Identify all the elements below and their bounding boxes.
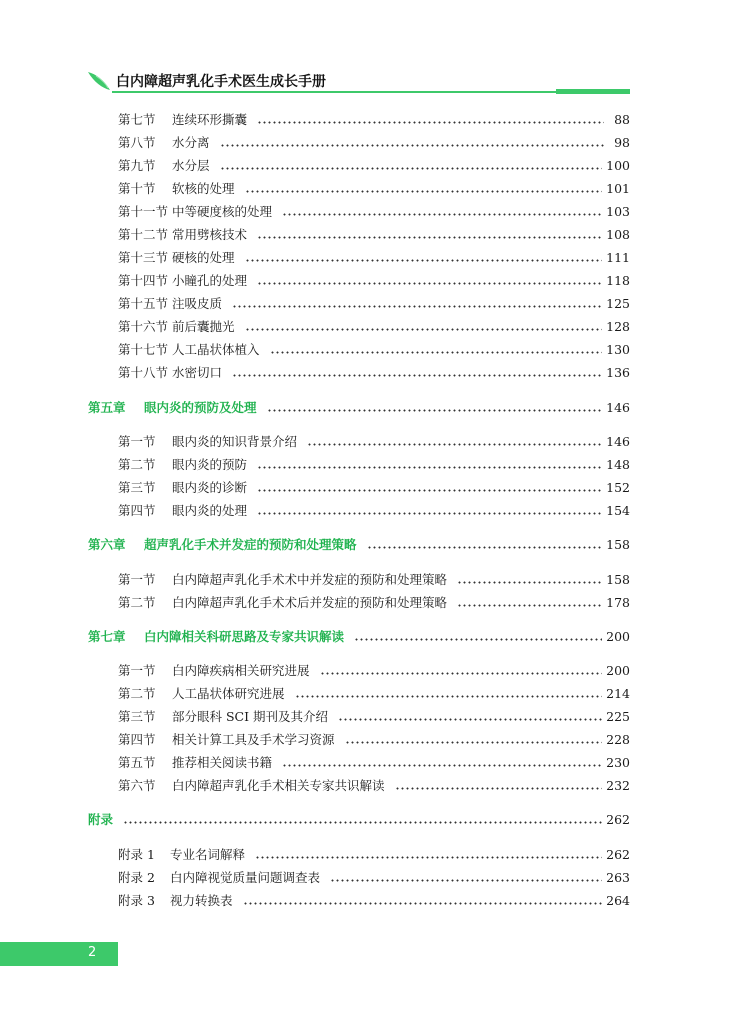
toc-entry-label: 第十三节	[118, 250, 169, 265]
book-title: 白内障超声乳化手术医生成长手册	[116, 74, 326, 90]
toc-entry-label: 附录	[88, 812, 114, 827]
toc-page-number: 158	[606, 572, 630, 587]
toc-section-row	[118, 478, 630, 498]
toc-page-number: 128	[606, 319, 630, 334]
toc-entry-label: 第七节	[118, 112, 156, 127]
page-number: 2	[88, 945, 97, 960]
toc-page-number: 225	[606, 709, 630, 724]
dot-leader	[270, 342, 603, 354]
toc-entry-label: 第一节	[118, 663, 156, 678]
toc-entry-title: 小瞳孔的处理	[172, 273, 248, 288]
toc-entry-title: 超声乳化手术并发症的预防和处理策略	[144, 537, 357, 552]
toc-page-number: 178	[606, 595, 630, 610]
toc-entry-title: 白内障超声乳化手术相关专家共识解读	[172, 778, 385, 793]
page-number-tab	[0, 942, 118, 966]
dot-leader	[282, 204, 602, 216]
toc-chapter-row	[88, 627, 630, 647]
toc-entry-label: 第一节	[118, 572, 156, 587]
toc-entry-title: 水分层	[172, 158, 210, 173]
toc-chapter-row	[88, 535, 630, 555]
toc-entry-title: 专业名词解释	[170, 847, 246, 862]
toc-page-number: 88	[614, 112, 630, 127]
toc-page-number: 103	[606, 204, 630, 219]
toc-section-row	[118, 845, 630, 865]
toc-page-number: 98	[614, 135, 630, 150]
dot-leader	[232, 365, 602, 377]
dot-leader	[295, 686, 603, 698]
dot-leader	[320, 663, 603, 675]
dot-leader	[257, 503, 602, 515]
toc-page-number: 111	[606, 250, 630, 265]
dot-leader	[257, 273, 602, 285]
toc-entry-title: 相关计算工具及手术学习资源	[172, 732, 335, 747]
toc-entry-title: 软核的处理	[172, 181, 235, 196]
toc-section-row	[118, 753, 630, 773]
dot-leader	[354, 629, 602, 641]
toc-entry-title: 中等硬度核的处理	[172, 204, 273, 219]
toc-page-number: 152	[606, 480, 630, 495]
toc-entry-label: 第十五节	[118, 296, 169, 311]
toc-page-number: 148	[606, 457, 630, 472]
toc-section-row	[118, 868, 630, 888]
dot-leader	[245, 250, 603, 262]
toc-section-row	[118, 684, 630, 704]
toc-entry-title: 人工晶状体植入	[172, 342, 260, 357]
toc-entry-label: 第十一节	[118, 204, 169, 219]
toc-section-row	[118, 133, 630, 153]
toc-section-row	[118, 730, 630, 750]
toc-entry-title: 人工晶状体研究进展	[172, 686, 285, 701]
toc-entry-label: 第九节	[118, 158, 156, 173]
toc-section-row	[118, 432, 630, 452]
toc-page-number: 154	[606, 503, 630, 518]
toc-page-number: 130	[606, 342, 630, 357]
toc-section-row	[118, 156, 630, 176]
dot-leader	[123, 812, 602, 824]
toc-section-row	[118, 202, 630, 222]
dot-leader	[257, 457, 602, 469]
toc-page-number: 232	[606, 778, 630, 793]
toc-section-row	[118, 110, 630, 130]
dot-leader	[245, 181, 603, 193]
toc-chapter-row	[88, 398, 630, 418]
toc-page-number: 125	[606, 296, 630, 311]
toc-section-row	[118, 593, 630, 613]
dot-leader	[457, 595, 602, 607]
dot-leader	[282, 755, 602, 767]
toc-entry-label: 第五章	[88, 400, 126, 415]
toc-section-row	[118, 661, 630, 681]
toc-page-number: 262	[606, 812, 630, 827]
toc-entry-title: 硬核的处理	[172, 250, 235, 265]
dot-leader	[307, 434, 602, 446]
dot-leader	[367, 537, 603, 549]
dot-leader	[330, 870, 602, 882]
toc-entry-title: 前后囊抛光	[172, 319, 235, 334]
toc-entry-title: 水分离	[172, 135, 210, 150]
dot-leader	[267, 400, 603, 412]
toc-page-number: 263	[606, 870, 630, 885]
toc-entry-label: 第十节	[118, 181, 156, 196]
toc-entry-label: 第三节	[118, 480, 156, 495]
dot-leader	[257, 112, 604, 124]
toc-entry-title: 连续环形撕囊	[172, 112, 248, 127]
toc-page-number: 118	[606, 273, 630, 288]
toc-entry-label: 附录 1	[118, 847, 155, 862]
dot-leader	[220, 135, 604, 147]
toc-section-row	[118, 271, 630, 291]
dot-leader	[232, 296, 602, 308]
toc-entry-title: 眼内炎的诊断	[172, 480, 248, 495]
toc-entry-title: 常用劈核技术	[172, 227, 248, 242]
dot-leader	[345, 732, 603, 744]
toc-page-number: 146	[606, 434, 630, 449]
toc-entry-title: 白内障疾病相关研究进展	[172, 663, 310, 678]
toc-section-row	[118, 294, 630, 314]
toc-page-number: 158	[606, 537, 630, 552]
toc-entry-title: 眼内炎的预防	[172, 457, 248, 472]
dot-leader	[395, 778, 603, 790]
toc-entry-title: 视力转换表	[170, 893, 233, 908]
dot-leader	[338, 709, 602, 721]
toc-page-number: 264	[606, 893, 630, 908]
toc-page-number: 214	[606, 686, 630, 701]
toc-entry-label: 第四节	[118, 503, 156, 518]
toc-page-number: 230	[606, 755, 630, 770]
toc-section-row	[118, 340, 630, 360]
toc-entry-title: 注吸皮质	[172, 296, 223, 311]
toc-page-number: 100	[606, 158, 630, 173]
toc-page-number: 200	[606, 663, 630, 678]
toc-page-number: 101	[606, 181, 630, 196]
toc-entry-label: 第七章	[88, 629, 126, 644]
dot-leader	[220, 158, 603, 170]
toc-entry-title: 部分眼科 SCI 期刊及其介绍	[172, 709, 329, 724]
toc-section-row	[118, 891, 630, 911]
toc-entry-label: 第十八节	[118, 365, 169, 380]
toc-entry-label: 第十七节	[118, 342, 169, 357]
toc-entry-label: 第一节	[118, 434, 156, 449]
toc-section-row	[118, 317, 630, 337]
toc-entry-label: 第五节	[118, 755, 156, 770]
toc-entry-title: 眼内炎的知识背景介绍	[172, 434, 298, 449]
toc-entry-title: 白内障相关科研思路及专家共识解读	[144, 629, 345, 644]
toc-page-number: 146	[606, 400, 630, 415]
toc-entry-label: 第四节	[118, 732, 156, 747]
toc-entry-label: 第十四节	[118, 273, 169, 288]
toc-entry-label: 第二节	[118, 595, 156, 610]
toc-section-row	[118, 179, 630, 199]
toc-section-row	[118, 707, 630, 727]
toc-entry-title: 眼内炎的处理	[172, 503, 248, 518]
dot-leader	[245, 319, 603, 331]
dot-leader	[457, 572, 602, 584]
toc-entry-label: 附录 3	[118, 893, 155, 908]
toc-entry-title: 白内障超声乳化手术术中并发症的预防和处理策略	[172, 572, 448, 587]
toc-section-row	[118, 248, 630, 268]
toc-page-number: 108	[606, 227, 630, 242]
toc-entry-title: 白内障视觉质量问题调查表	[170, 870, 321, 885]
toc-entry-label: 附录 2	[118, 870, 155, 885]
toc-entry-label: 第十二节	[118, 227, 169, 242]
toc-page-number: 262	[606, 847, 630, 862]
toc-entry-label: 第三节	[118, 709, 156, 724]
dot-leader	[255, 847, 602, 859]
toc-entry-label: 第十六节	[118, 319, 169, 334]
dot-leader	[257, 227, 602, 239]
toc-page-number: 136	[606, 365, 630, 380]
toc-entry-label: 第二节	[118, 457, 156, 472]
toc-section-row	[118, 363, 630, 383]
toc-entry-title: 推荐相关阅读书籍	[172, 755, 273, 770]
toc-section-row	[118, 501, 630, 521]
toc-entry-label: 第六节	[118, 778, 156, 793]
toc-chapter-row	[88, 810, 630, 830]
toc-section-row	[118, 225, 630, 245]
toc-entry-label: 第八节	[118, 135, 156, 150]
toc-section-row	[118, 776, 630, 796]
toc-entry-label: 第六章	[88, 537, 126, 552]
toc-entry-label: 第二节	[118, 686, 156, 701]
toc-entry-title: 水密切口	[172, 365, 223, 380]
toc-section-row	[118, 455, 630, 475]
dot-leader	[243, 893, 603, 905]
toc-section-row	[118, 570, 630, 590]
toc-entry-title: 白内障超声乳化手术术后并发症的预防和处理策略	[172, 595, 448, 610]
toc-page-number: 228	[606, 732, 630, 747]
toc-page-number: 200	[606, 629, 630, 644]
toc-entry-title: 眼内炎的预防及处理	[144, 400, 257, 415]
dot-leader	[257, 480, 602, 492]
